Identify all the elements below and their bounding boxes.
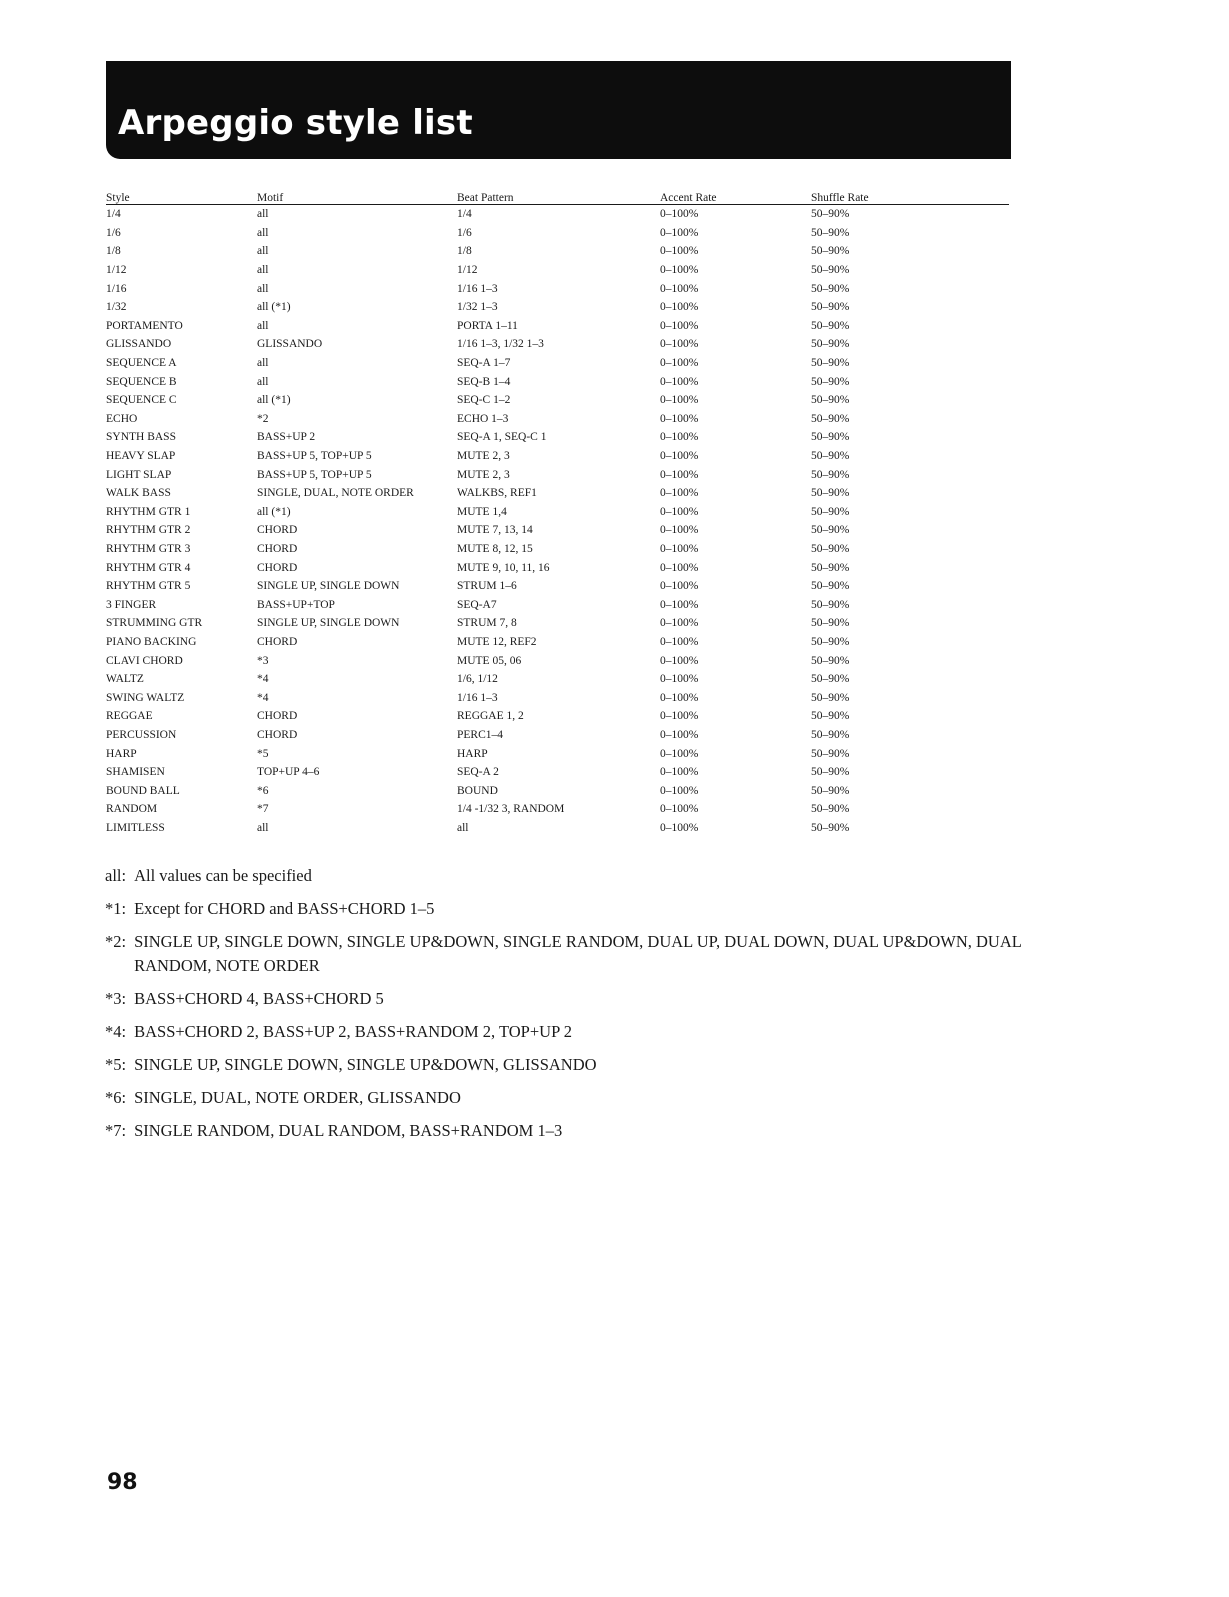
motif-cell: CHORD: [257, 635, 298, 648]
arpeggio-style-table: [106, 188, 1009, 837]
shuffle-rate-cell: 50–90%: [811, 784, 850, 797]
shuffle-rate-cell: 50–90%: [811, 821, 850, 834]
shuffle-rate-cell: 50–90%: [811, 264, 850, 277]
accent-rate-cell: 0–100%: [660, 617, 699, 630]
table-row: [106, 614, 1009, 633]
table-row: [106, 410, 1009, 429]
page-number: 98: [107, 1470, 138, 1495]
accent-rate-cell: 0–100%: [660, 821, 699, 834]
table-header-row: [106, 188, 1009, 205]
motif-cell: all: [257, 821, 269, 834]
column-header-motif: Motif: [257, 188, 457, 205]
footnote: [105, 864, 1025, 888]
style-cell: RANDOM: [106, 803, 158, 816]
beat-pattern-cell: MUTE 12, REF2: [457, 635, 537, 648]
style-cell: LIGHT SLAP: [106, 468, 172, 481]
footnote: [105, 1053, 1025, 1077]
beat-pattern-cell: SEQ-A 1–7: [457, 357, 511, 370]
accent-rate-cell: 0–100%: [660, 747, 699, 760]
footnote: [105, 1086, 1025, 1110]
shuffle-rate-cell: 50–90%: [811, 598, 850, 611]
accent-rate-cell: 0–100%: [660, 635, 699, 648]
table-row: [106, 540, 1009, 559]
motif-cell: GLISSANDO: [257, 338, 323, 351]
shuffle-rate-cell: 50–90%: [811, 319, 850, 332]
style-cell: RHYTHM GTR 2: [106, 524, 191, 537]
footnote-text: SINGLE UP, SINGLE DOWN, SINGLE UP&DOWN, SINGLE RANDOM, DUAL UP, DUAL DOWN, DUAL UP&DOWN, DUAL RANDOM, NOTE ORDER: [134, 932, 1022, 975]
column-header-accent-rate: Accent Rate: [660, 188, 811, 205]
table-row: [106, 372, 1009, 391]
motif-cell: BASS+UP 2: [257, 431, 316, 444]
beat-pattern-cell: STRUM 1–6: [457, 580, 517, 593]
beat-pattern-cell: 1/8: [457, 245, 472, 258]
shuffle-rate-cell: 50–90%: [811, 301, 850, 314]
style-cell: PORTAMENTO: [106, 319, 183, 332]
shuffle-rate-cell: 50–90%: [811, 710, 850, 723]
shuffle-rate-cell: 50–90%: [811, 208, 850, 221]
style-cell: SEQUENCE C: [106, 394, 177, 407]
table-header: [106, 188, 1009, 205]
accent-rate-cell: 0–100%: [660, 505, 699, 518]
motif-cell: *6: [257, 784, 269, 797]
motif-cell: all: [257, 319, 269, 332]
accent-rate-cell: 0–100%: [660, 450, 699, 463]
style-cell: PERCUSSION: [106, 728, 177, 741]
beat-pattern-cell: SEQ-A 1, SEQ-C 1: [457, 431, 547, 444]
footnote-marker: *6:: [105, 1088, 127, 1107]
style-cell: RHYTHM GTR 5: [106, 580, 191, 593]
shuffle-rate-cell: 50–90%: [811, 654, 850, 667]
motif-cell: CHORD: [257, 561, 298, 574]
beat-pattern-cell: SEQ-A7: [457, 598, 497, 611]
shuffle-rate-cell: 50–90%: [811, 226, 850, 239]
motif-cell: CHORD: [257, 728, 298, 741]
accent-rate-cell: 0–100%: [660, 673, 699, 686]
motif-cell: SINGLE UP, SINGLE DOWN: [257, 580, 400, 593]
accent-rate-cell: 0–100%: [660, 803, 699, 816]
footnote-text: Except for CHORD and BASS+CHORD 1–5: [134, 899, 435, 918]
footnote-text: All values can be specified: [134, 866, 312, 885]
table-row: [106, 781, 1009, 800]
table-row: [106, 279, 1009, 298]
motif-cell: BASS+UP+TOP: [257, 598, 335, 611]
accent-rate-cell: 0–100%: [660, 561, 699, 574]
accent-rate-cell: 0–100%: [660, 282, 699, 295]
column-header-style: Style: [106, 188, 257, 205]
motif-cell: all: [257, 264, 269, 277]
shuffle-rate-cell: 50–90%: [811, 338, 850, 351]
beat-pattern-cell: MUTE 05, 06: [457, 654, 522, 667]
table-row: [106, 688, 1009, 707]
shuffle-rate-cell: 50–90%: [811, 673, 850, 686]
beat-pattern-cell: 1/16 1–3, 1/32 1–3: [457, 338, 544, 351]
shuffle-rate-cell: 50–90%: [811, 747, 850, 760]
style-cell: ECHO: [106, 412, 138, 425]
style-cell: CLAVI CHORD: [106, 654, 183, 667]
style-cell: HARP: [106, 747, 137, 760]
accent-rate-cell: 0–100%: [660, 301, 699, 314]
shuffle-rate-cell: 50–90%: [811, 412, 850, 425]
beat-pattern-cell: 1/4 -1/32 3, RANDOM: [457, 803, 565, 816]
style-cell: BOUND BALL: [106, 784, 180, 797]
page-title: Arpeggio style list: [118, 103, 473, 143]
accent-rate-cell: 0–100%: [660, 431, 699, 444]
beat-pattern-cell: HARP: [457, 747, 488, 760]
beat-pattern-cell: BOUND: [457, 784, 498, 797]
table-row: [106, 521, 1009, 540]
footnote: [105, 1119, 1025, 1143]
table-row: [106, 670, 1009, 689]
footnote-text: SINGLE RANDOM, DUAL RANDOM, BASS+RANDOM 1–3: [134, 1121, 563, 1140]
motif-cell: CHORD: [257, 542, 298, 555]
style-cell: RHYTHM GTR 1: [106, 505, 191, 518]
motif-cell: all: [257, 282, 269, 295]
accent-rate-cell: 0–100%: [660, 375, 699, 388]
table-row: [106, 503, 1009, 522]
footnote-text: SINGLE UP, SINGLE DOWN, SINGLE UP&DOWN, GLISSANDO: [134, 1055, 597, 1074]
shuffle-rate-cell: 50–90%: [811, 282, 850, 295]
table-body: [106, 205, 1009, 838]
motif-cell: SINGLE UP, SINGLE DOWN: [257, 617, 400, 630]
table-row: [106, 205, 1009, 224]
shuffle-rate-cell: 50–90%: [811, 524, 850, 537]
table-row: [106, 317, 1009, 336]
motif-cell: all (*1): [257, 394, 291, 407]
motif-cell: *7: [257, 803, 269, 816]
motif-cell: CHORD: [257, 524, 298, 537]
table-row: [106, 335, 1009, 354]
accent-rate-cell: 0–100%: [660, 542, 699, 555]
footnote-marker: *4:: [105, 1022, 127, 1041]
beat-pattern-cell: SEQ-A 2: [457, 766, 499, 779]
table-row: [106, 465, 1009, 484]
accent-rate-cell: 0–100%: [660, 245, 699, 258]
beat-pattern-cell: all: [457, 821, 469, 834]
footnote-marker: *1:: [105, 899, 127, 918]
motif-cell: SINGLE, DUAL, NOTE ORDER: [257, 487, 414, 500]
style-cell: WALTZ: [106, 673, 144, 686]
beat-pattern-cell: 1/16 1–3: [457, 282, 498, 295]
style-cell: SYNTH BASS: [106, 431, 176, 444]
motif-cell: all (*1): [257, 505, 291, 518]
accent-rate-cell: 0–100%: [660, 264, 699, 277]
accent-rate-cell: 0–100%: [660, 487, 699, 500]
style-cell: REGGAE: [106, 710, 153, 723]
beat-pattern-cell: MUTE 8, 12, 15: [457, 542, 533, 555]
footnote: [105, 987, 1025, 1011]
table-row: [106, 391, 1009, 410]
beat-pattern-cell: MUTE 2, 3: [457, 468, 510, 481]
shuffle-rate-cell: 50–90%: [811, 431, 850, 444]
style-cell: SWING WALTZ: [106, 691, 185, 704]
motif-cell: *5: [257, 747, 269, 760]
footnotes: [105, 864, 1025, 1152]
accent-rate-cell: 0–100%: [660, 598, 699, 611]
footnote-text: SINGLE, DUAL, NOTE ORDER, GLISSANDO: [134, 1088, 461, 1107]
table-row: [106, 651, 1009, 670]
table-row: [106, 242, 1009, 261]
style-cell: PIANO BACKING: [106, 635, 197, 648]
accent-rate-cell: 0–100%: [660, 394, 699, 407]
shuffle-rate-cell: 50–90%: [811, 245, 850, 258]
style-cell: 3 FINGER: [106, 598, 157, 611]
accent-rate-cell: 0–100%: [660, 524, 699, 537]
table-row: [106, 484, 1009, 503]
style-cell: 1/12: [106, 264, 127, 277]
style-cell: 1/4: [106, 208, 121, 221]
table-row: [106, 577, 1009, 596]
accent-rate-cell: 0–100%: [660, 208, 699, 221]
shuffle-rate-cell: 50–90%: [811, 580, 850, 593]
beat-pattern-cell: MUTE 1,4: [457, 505, 507, 518]
column-header-beat-pattern: Beat Pattern: [457, 188, 660, 205]
table-row: [106, 558, 1009, 577]
motif-cell: all: [257, 375, 269, 388]
shuffle-rate-cell: 50–90%: [811, 375, 850, 388]
beat-pattern-cell: SEQ-B 1–4: [457, 375, 511, 388]
shuffle-rate-cell: 50–90%: [811, 542, 850, 555]
shuffle-rate-cell: 50–90%: [811, 357, 850, 370]
beat-pattern-cell: MUTE 9, 10, 11, 16: [457, 561, 550, 574]
shuffle-rate-cell: 50–90%: [811, 617, 850, 630]
style-cell: 1/16: [106, 282, 127, 295]
beat-pattern-cell: WALKBS, REF1: [457, 487, 537, 500]
style-cell: 1/6: [106, 226, 121, 239]
motif-cell: all: [257, 208, 269, 221]
style-cell: 1/8: [106, 245, 121, 258]
beat-pattern-cell: 1/6: [457, 226, 472, 239]
beat-pattern-cell: SEQ-C 1–2: [457, 394, 511, 407]
table-row: [106, 298, 1009, 317]
footnote-text: BASS+CHORD 4, BASS+CHORD 5: [134, 989, 384, 1008]
shuffle-rate-cell: 50–90%: [811, 803, 850, 816]
column-header-shuffle-rate: Shuffle Rate: [811, 188, 1009, 205]
style-cell: HEAVY SLAP: [106, 450, 176, 463]
beat-pattern-cell: 1/12: [457, 264, 478, 277]
motif-cell: BASS+UP 5, TOP+UP 5: [257, 450, 372, 463]
accent-rate-cell: 0–100%: [660, 580, 699, 593]
beat-pattern-cell: ECHO 1–3: [457, 412, 509, 425]
motif-cell: all: [257, 226, 269, 239]
style-cell: LIMITLESS: [106, 821, 165, 834]
accent-rate-cell: 0–100%: [660, 412, 699, 425]
footnote: [105, 1020, 1025, 1044]
footnote: [105, 897, 1025, 921]
shuffle-rate-cell: 50–90%: [811, 394, 850, 407]
shuffle-rate-cell: 50–90%: [811, 635, 850, 648]
table-row: [106, 744, 1009, 763]
beat-pattern-cell: MUTE 7, 13, 14: [457, 524, 533, 537]
accent-rate-cell: 0–100%: [660, 468, 699, 481]
motif-cell: *4: [257, 691, 269, 704]
shuffle-rate-cell: 50–90%: [811, 561, 850, 574]
footnote-marker: all:: [105, 866, 127, 885]
table-row: [106, 726, 1009, 745]
beat-pattern-cell: REGGAE 1, 2: [457, 710, 524, 723]
accent-rate-cell: 0–100%: [660, 710, 699, 723]
footnote-marker: *2:: [105, 932, 127, 951]
motif-cell: CHORD: [257, 710, 298, 723]
style-cell: RHYTHM GTR 4: [106, 561, 191, 574]
motif-cell: all (*1): [257, 301, 291, 314]
beat-pattern-cell: 1/4: [457, 208, 472, 221]
beat-pattern-cell: MUTE 2, 3: [457, 450, 510, 463]
beat-pattern-cell: 1/6, 1/12: [457, 673, 498, 686]
footnote-marker: *5:: [105, 1055, 127, 1074]
table-row: [106, 447, 1009, 466]
accent-rate-cell: 0–100%: [660, 319, 699, 332]
beat-pattern-cell: STRUM 7, 8: [457, 617, 517, 630]
footnote: [105, 930, 1025, 978]
motif-cell: *4: [257, 673, 269, 686]
shuffle-rate-cell: 50–90%: [811, 728, 850, 741]
style-cell: GLISSANDO: [106, 338, 172, 351]
motif-cell: *2: [257, 412, 269, 425]
beat-pattern-cell: 1/32 1–3: [457, 301, 498, 314]
table-row: [106, 595, 1009, 614]
beat-pattern-cell: PORTA 1–11: [457, 319, 518, 332]
accent-rate-cell: 0–100%: [660, 691, 699, 704]
motif-cell: all: [257, 357, 269, 370]
accent-rate-cell: 0–100%: [660, 226, 699, 239]
shuffle-rate-cell: 50–90%: [811, 505, 850, 518]
style-cell: SEQUENCE A: [106, 357, 177, 370]
table-row: [106, 633, 1009, 652]
shuffle-rate-cell: 50–90%: [811, 766, 850, 779]
table-row: [106, 354, 1009, 373]
table-row: [106, 819, 1009, 838]
table-row: [106, 707, 1009, 726]
style-cell: 1/32: [106, 301, 127, 314]
style-cell: STRUMMING GTR: [106, 617, 203, 630]
beat-pattern-cell: 1/16 1–3: [457, 691, 498, 704]
accent-rate-cell: 0–100%: [660, 728, 699, 741]
footnote-marker: *3:: [105, 989, 127, 1008]
accent-rate-cell: 0–100%: [660, 654, 699, 667]
motif-cell: BASS+UP 5, TOP+UP 5: [257, 468, 372, 481]
table-row: [106, 224, 1009, 243]
accent-rate-cell: 0–100%: [660, 784, 699, 797]
motif-cell: TOP+UP 4–6: [257, 766, 320, 779]
table-row: [106, 261, 1009, 280]
footnote-marker: *7:: [105, 1121, 127, 1140]
footnote-text: BASS+CHORD 2, BASS+UP 2, BASS+RANDOM 2, TOP+UP 2: [134, 1022, 573, 1041]
accent-rate-cell: 0–100%: [660, 338, 699, 351]
table-row: [106, 763, 1009, 782]
motif-cell: all: [257, 245, 269, 258]
style-cell: SHAMISEN: [106, 766, 165, 779]
motif-cell: *3: [257, 654, 269, 667]
accent-rate-cell: 0–100%: [660, 357, 699, 370]
beat-pattern-cell: PERC1–4: [457, 728, 504, 741]
shuffle-rate-cell: 50–90%: [811, 691, 850, 704]
shuffle-rate-cell: 50–90%: [811, 450, 850, 463]
shuffle-rate-cell: 50–90%: [811, 487, 850, 500]
style-cell: SEQUENCE B: [106, 375, 177, 388]
table-row: [106, 800, 1009, 819]
style-cell: WALK BASS: [106, 487, 171, 500]
accent-rate-cell: 0–100%: [660, 766, 699, 779]
shuffle-rate-cell: 50–90%: [811, 468, 850, 481]
style-cell: RHYTHM GTR 3: [106, 542, 191, 555]
table-row: [106, 428, 1009, 447]
